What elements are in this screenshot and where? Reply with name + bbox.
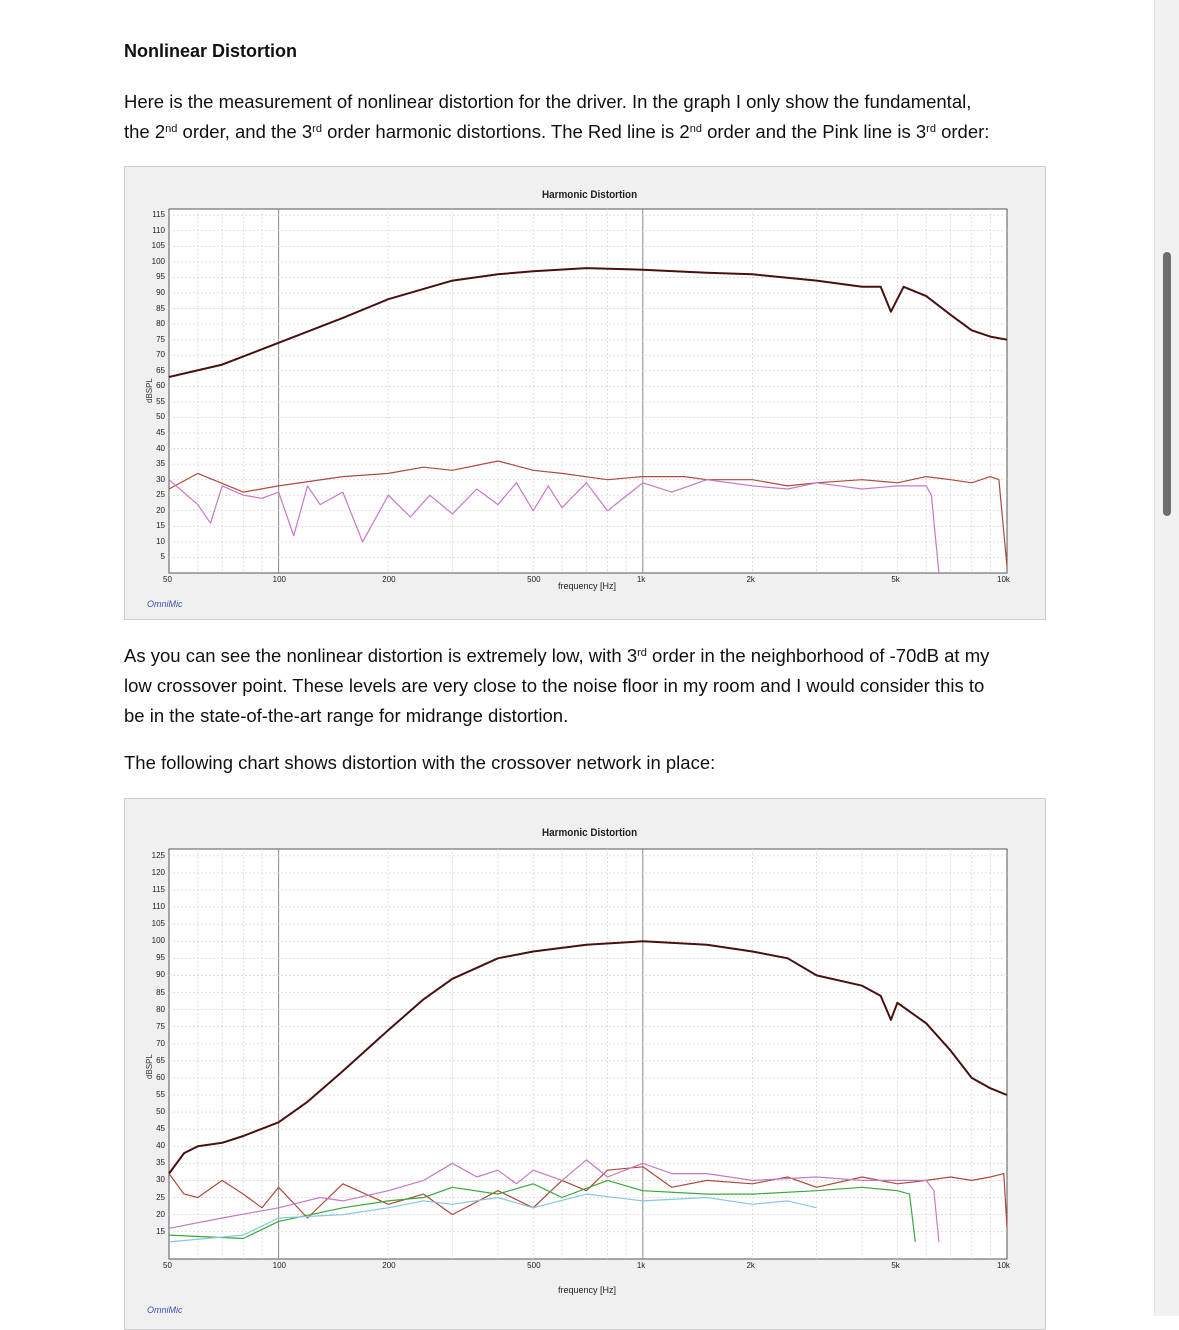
- y-tick-label: 60: [156, 381, 165, 391]
- y-tick-label: 80: [156, 1004, 165, 1014]
- x-tick-label: 100: [272, 1261, 286, 1270]
- vertical-scrollbar[interactable]: [1154, 0, 1179, 1316]
- omnimic-logo: OmniMic: [147, 1305, 183, 1315]
- analysis-paragraph: [124, 641, 989, 731]
- y-tick-label: 25: [156, 1192, 165, 1202]
- y-tick-label: 65: [156, 365, 165, 375]
- y-tick-label: 50: [156, 412, 165, 422]
- x-tick-label: 50: [163, 1261, 172, 1270]
- x-tick-label: 1k: [636, 575, 646, 584]
- y-tick-label: 110: [152, 225, 165, 235]
- y-tick-label: 105: [151, 919, 165, 929]
- y-tick-label: 20: [156, 1209, 165, 1219]
- x-tick-label: 2k: [746, 1261, 755, 1270]
- y-tick-label: 40: [156, 1141, 165, 1151]
- x-tick-label: 200: [382, 1261, 396, 1270]
- y-tick-label: 85: [156, 987, 165, 997]
- plot-area: [169, 209, 1007, 573]
- y-tick-label: 105: [151, 241, 165, 251]
- x-tick-label: 50: [163, 575, 172, 584]
- y-tick-label: 15: [156, 1226, 165, 1236]
- y-tick-label: 100: [151, 256, 165, 266]
- chart-svg: [125, 799, 1045, 1329]
- x-tick-label: 200: [382, 575, 396, 584]
- x-axis-label: frequency [Hz]: [558, 581, 617, 591]
- harmonic-distortion-chart-crossover: [124, 798, 1046, 1330]
- x-tick-label: 2k: [746, 575, 755, 584]
- chart-svg: [125, 167, 1045, 619]
- y-tick-label: 35: [156, 1158, 165, 1168]
- y-tick-label: 30: [156, 474, 165, 484]
- y-tick-label: 10: [156, 536, 165, 546]
- y-axis-label: dBSPL: [145, 378, 154, 403]
- y-tick-label: 15: [156, 521, 165, 531]
- scrollbar-thumb[interactable]: [1163, 252, 1171, 516]
- x-tick-label: 1k: [636, 1261, 646, 1270]
- crossover-intro-paragraph: The following chart shows distortion with the crossover network in place:: [124, 752, 716, 773]
- analysis-line-1: As you can see the nonlinear distortion is extremely low, with 3rd order in the neighborhood of -70dB at my: [124, 645, 990, 666]
- y-tick-label: 95: [156, 953, 165, 963]
- y-tick-label: 40: [156, 443, 165, 453]
- intro-paragraph: [124, 87, 989, 147]
- y-tick-label: 20: [156, 505, 165, 515]
- y-tick-label: 115: [152, 210, 165, 220]
- intro-line-2: the 2nd order, and the 3rd order harmonic distortions. The Red line is 2nd order and the Pink line is 3rd order:: [124, 121, 990, 142]
- y-tick-label: 115: [152, 885, 165, 894]
- x-tick-label: 500: [527, 575, 541, 584]
- y-tick-label: 45: [156, 428, 165, 437]
- x-tick-label: 5k: [891, 1261, 900, 1270]
- y-tick-label: 110: [152, 902, 165, 912]
- y-tick-label: 85: [156, 303, 165, 313]
- x-axis-label: frequency [Hz]: [558, 1285, 617, 1295]
- x-tick-label: 100: [272, 575, 286, 584]
- y-tick-label: 60: [156, 1072, 165, 1082]
- y-tick-label: 45: [156, 1124, 165, 1134]
- y-tick-label: 70: [156, 350, 165, 360]
- section-heading: Nonlinear Distortion: [124, 41, 298, 61]
- y-tick-label: 125: [151, 850, 165, 860]
- harmonic-distortion-chart-driver: [124, 166, 1046, 620]
- analysis-line-3: be in the state-of-the-art range for midrange distortion.: [124, 705, 569, 726]
- y-tick-label: 70: [156, 1038, 165, 1048]
- chart-title: Harmonic Distortion: [542, 827, 638, 839]
- y-tick-label: 65: [156, 1055, 165, 1065]
- y-tick-label: 30: [156, 1175, 165, 1185]
- x-tick-label: 500: [527, 1261, 541, 1270]
- omnimic-logo: OmniMic: [147, 599, 183, 609]
- y-tick-label: 5: [160, 552, 165, 562]
- y-tick-label: 75: [156, 334, 165, 344]
- y-tick-label: 50: [156, 1107, 165, 1117]
- y-tick-label: 90: [156, 970, 165, 980]
- x-tick-label: 5k: [891, 575, 900, 584]
- y-tick-label: 25: [156, 490, 165, 500]
- y-tick-label: 90: [156, 288, 165, 297]
- y-tick-label: 100: [151, 936, 165, 946]
- y-tick-label: 35: [156, 459, 165, 469]
- y-axis-label: dBSPL: [145, 1054, 154, 1079]
- y-tick-label: 80: [156, 319, 165, 329]
- y-tick-label: 120: [151, 867, 165, 877]
- intro-line-1: Here is the measurement of nonlinear distortion for the driver. In the graph I only show the fundamental,: [124, 91, 972, 112]
- y-tick-label: 95: [156, 272, 165, 282]
- x-tick-label: 10k: [997, 1261, 1010, 1270]
- y-tick-label: 75: [156, 1021, 165, 1031]
- y-tick-label: 55: [156, 396, 165, 406]
- chart-title: Harmonic Distortion: [542, 189, 638, 201]
- x-tick-label: 10k: [997, 575, 1010, 584]
- analysis-line-2: low crossover point. These levels are very close to the noise floor in my room and I would consider this to: [124, 675, 985, 696]
- y-tick-label: 55: [156, 1090, 165, 1099]
